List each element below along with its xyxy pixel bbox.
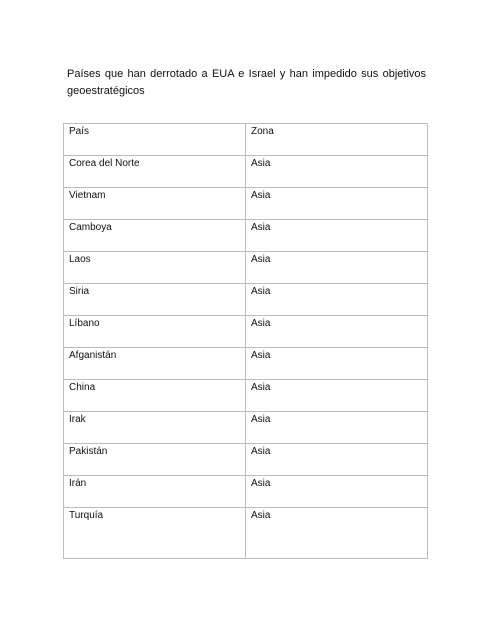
cell-country: Irak — [64, 412, 246, 444]
cell-zone: Asia — [246, 476, 428, 508]
cell-country: China — [64, 380, 246, 412]
table-row — [64, 220, 428, 252]
cell-country: Vietnam — [64, 188, 246, 220]
cell-zone: Asia — [246, 444, 428, 476]
table-row — [64, 380, 428, 412]
table-row — [64, 284, 428, 316]
table-row — [64, 156, 428, 188]
table-row — [64, 348, 428, 380]
table-row — [64, 316, 428, 348]
document-heading — [67, 66, 426, 100]
table-row — [64, 508, 428, 559]
cell-zone: Asia — [246, 412, 428, 444]
table-row — [64, 444, 428, 476]
header-zone: Zona — [246, 124, 428, 156]
table-row — [64, 252, 428, 284]
cell-country: Irán — [64, 476, 246, 508]
table-row — [64, 412, 428, 444]
table-row — [64, 476, 428, 508]
table-header-row — [64, 124, 428, 156]
cell-zone: Asia — [246, 188, 428, 220]
cell-country: Líbano — [64, 316, 246, 348]
cell-country: Afganistán — [64, 348, 246, 380]
heading-line-1: Países que han derrotado a EUA e Israel y han impedido sus objetivos — [67, 68, 426, 80]
cell-zone: Asia — [246, 316, 428, 348]
cell-zone: Asia — [246, 380, 428, 412]
cell-country: Pakistán — [64, 444, 246, 476]
cell-country: Siria — [64, 284, 246, 316]
cell-zone: Asia — [246, 348, 428, 380]
table-row — [64, 188, 428, 220]
heading-line-2: geoestratégicos — [67, 85, 145, 97]
cell-zone: Asia — [246, 156, 428, 188]
cell-country: Laos — [64, 252, 246, 284]
cell-country: Camboya — [64, 220, 246, 252]
cell-country: Turquía — [64, 508, 246, 559]
cell-zone: Asia — [246, 284, 428, 316]
countries-table — [63, 123, 428, 559]
cell-country: Corea del Norte — [64, 156, 246, 188]
cell-zone: Asia — [246, 508, 428, 559]
header-country: País — [64, 124, 246, 156]
cell-zone: Asia — [246, 220, 428, 252]
cell-zone: Asia — [246, 252, 428, 284]
